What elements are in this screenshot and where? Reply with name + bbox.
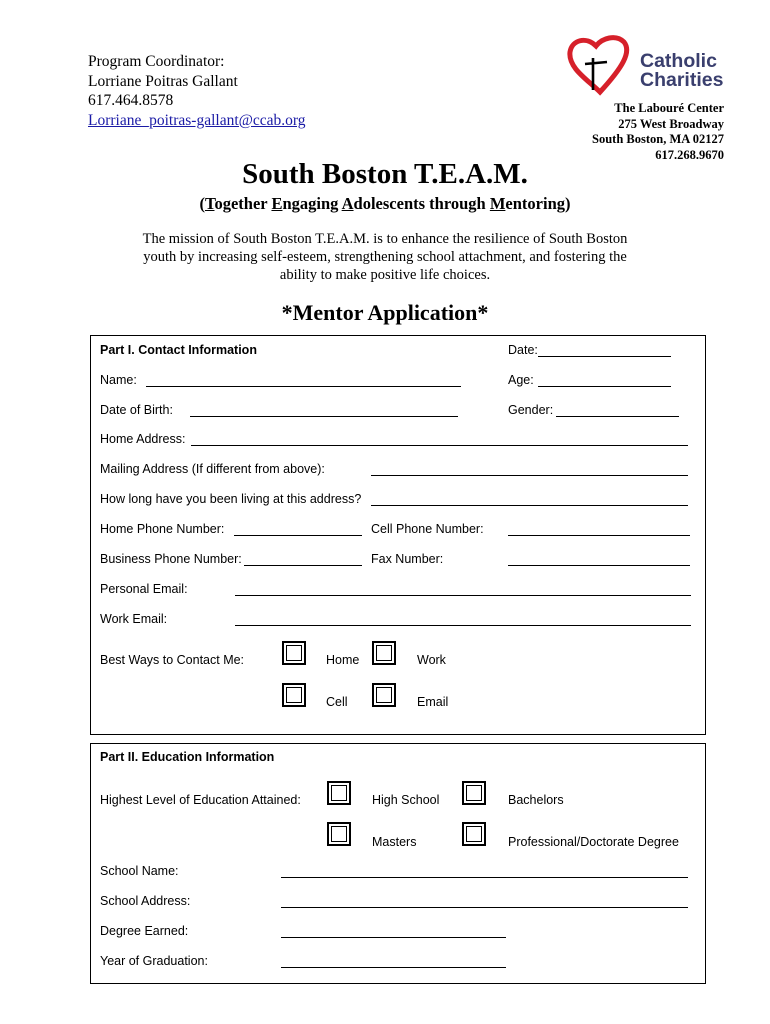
coordinator-label: Program Coordinator: [88, 53, 225, 70]
page-title: South Boston T.E.A.M. [242, 158, 528, 190]
fax-field[interactable] [508, 565, 690, 566]
mailing-address-field[interactable] [371, 475, 688, 476]
name-field[interactable] [146, 386, 461, 387]
doctorate-option-label: Professional/Doctorate Degree [508, 835, 679, 849]
age-field[interactable] [538, 386, 671, 387]
coordinator-email-link[interactable]: Lorriane_poitras-gallant@ccab.org [88, 111, 306, 129]
degree-earned-label: Degree Earned: [100, 924, 189, 938]
school-address-field[interactable] [281, 907, 688, 908]
bachelors-checkbox[interactable] [462, 781, 486, 805]
school-name-field[interactable] [281, 877, 688, 878]
work-email-label: Work Email: [100, 612, 168, 626]
part2-section [90, 743, 706, 984]
logo-line1: Catholic [640, 50, 717, 72]
business-phone-label: Business Phone Number: [100, 552, 242, 566]
work-option-label: Work [417, 653, 446, 667]
doctorate-checkbox[interactable] [462, 822, 486, 846]
subtitle-m: M [489, 194, 506, 213]
email-checkbox[interactable] [372, 683, 396, 707]
subtitle-a: A [341, 194, 354, 213]
how-long-label: How long have you been living at this address? [100, 492, 362, 506]
subtitle-e: E [271, 194, 283, 213]
home-option-label: Home [326, 653, 360, 667]
subtitle-t: T [204, 194, 215, 213]
date-field[interactable] [538, 356, 671, 357]
mailing-address-label: Mailing Address (If different from above): [100, 462, 325, 476]
subtitle-w1: ogether [214, 194, 272, 213]
logo-wordmark [640, 52, 723, 90]
work-checkbox[interactable] [372, 641, 396, 665]
highest-level-label: Highest Level of Education Attained: [100, 793, 301, 807]
mission-statement: The mission of South Boston T.E.A.M. is to enhance the resilience of South Boston youth by increasing self-esteem, strengthening school attachment, and fostering the ability to make positive life choices. [142, 231, 628, 283]
personal-email-field[interactable] [235, 595, 691, 596]
high-school-checkbox[interactable] [327, 781, 351, 805]
masters-checkbox[interactable] [327, 822, 351, 846]
part1-heading: Part I. Contact Information [100, 343, 257, 357]
home-checkbox[interactable] [282, 641, 306, 665]
dob-label: Date of Birth: [100, 403, 173, 417]
date-label: Date: [508, 343, 538, 357]
coordinator-name: Lorriane Poitras Gallant [88, 72, 238, 90]
year-of-graduation-label: Year of Graduation: [100, 954, 208, 968]
center-phone: 617.268.9670 [655, 147, 724, 162]
masters-option-label: Masters [372, 835, 417, 849]
work-email-field[interactable] [235, 625, 691, 626]
home-phone-field[interactable] [234, 535, 362, 536]
cell-checkbox[interactable] [282, 683, 306, 707]
subtitle-w2: ngaging [282, 194, 342, 213]
email-option-label: Email [417, 695, 449, 709]
home-phone-label: Home Phone Number: [100, 522, 225, 536]
center-street: 275 West Broadway [618, 116, 724, 131]
high-school-option-label: High School [372, 793, 440, 807]
application-title: *Mentor Application* [281, 300, 489, 325]
home-address-label: Home Address: [100, 432, 186, 446]
personal-email-label: Personal Email: [100, 582, 188, 596]
degree-earned-field[interactable] [281, 937, 506, 938]
center-name: The Labouré Center [614, 101, 724, 115]
dob-field[interactable] [190, 416, 458, 417]
subtitle-w4: entoring [505, 194, 566, 213]
logo-line2: Charities [640, 69, 724, 91]
name-label: Name: [100, 373, 137, 387]
page-subtitle [0, 194, 770, 214]
business-phone-field[interactable] [244, 565, 362, 566]
bachelors-option-label: Bachelors [508, 793, 564, 807]
age-label: Age: [508, 373, 534, 387]
year-of-graduation-field[interactable] [281, 967, 506, 968]
subtitle-open: ( [199, 194, 205, 213]
center-city: South Boston, MA 02127 [592, 132, 724, 146]
home-address-field[interactable] [191, 445, 688, 446]
school-address-label: School Address: [100, 894, 191, 908]
school-name-label: School Name: [100, 864, 179, 878]
center-address [592, 101, 724, 163]
subtitle-w3: dolescents through [353, 194, 490, 213]
cell-option-label: Cell [326, 695, 348, 709]
coordinator-block [88, 52, 306, 130]
part2-heading: Part II. Education Information [100, 750, 275, 764]
subtitle-close: ) [565, 194, 571, 213]
fax-label: Fax Number: [371, 552, 444, 566]
cell-phone-field[interactable] [508, 535, 690, 536]
how-long-field[interactable] [371, 505, 688, 506]
gender-field[interactable] [556, 416, 679, 417]
gender-label: Gender: [508, 403, 554, 417]
best-ways-label: Best Ways to Contact Me: [100, 653, 245, 667]
cell-phone-label: Cell Phone Number: [371, 522, 484, 536]
coordinator-phone: 617.464.8578 [88, 92, 174, 109]
